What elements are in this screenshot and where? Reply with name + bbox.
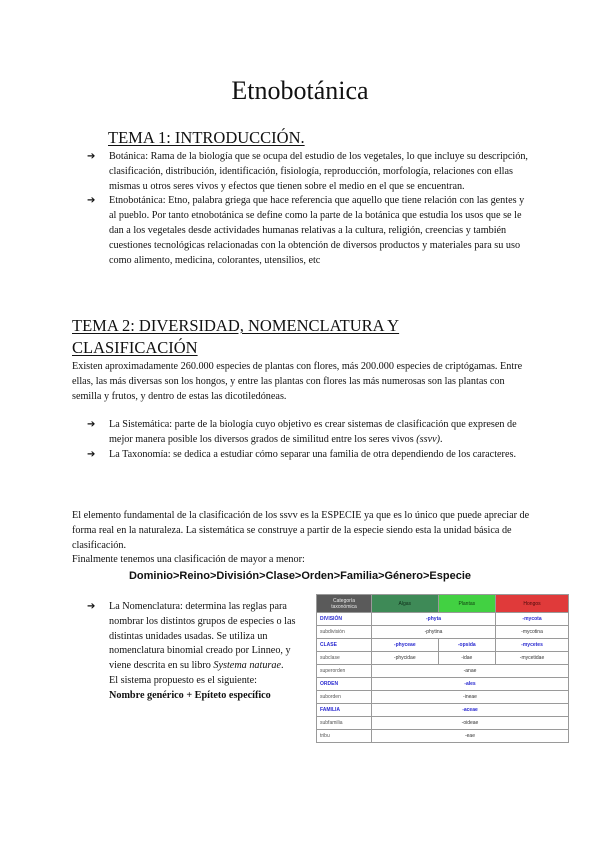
suffix-cell: -ineae <box>372 691 569 704</box>
table-row <box>317 639 569 652</box>
sistema-text: El sistema propuesto es el siguiente: <box>109 674 257 686</box>
suffix-cell: -phyceae <box>372 639 439 652</box>
suffix-cell: -aceae <box>372 704 569 717</box>
suffix-cell: -phyta <box>372 613 496 626</box>
header-algas: Algas <box>372 595 439 613</box>
taxonomy-suffix-table <box>316 594 569 743</box>
suffix-cell: -anae <box>372 665 569 678</box>
taxonomic-hierarchy: Dominio>Reino>División>Clase>Orden>Familia>Género>Especie <box>128 570 472 582</box>
row-label: subdivisión <box>317 626 372 639</box>
header-categoria: Categoría taxonómica <box>317 595 372 613</box>
row-label: superorden <box>317 665 372 678</box>
suffix-cell: -opsida <box>438 639 495 652</box>
bullet-botanica: Botánica: Rama de la biología que se ocupa del estudio de los vegetales, lo que incluye su descripción, clasificación, distribución, identificación, fisiología, reproducción, morfología, relaciones con ellas mismas u otros seres vivos y efectos que tienen sobre el medio en el que se encuentran. <box>109 151 528 192</box>
suffix-cell: -mycota <box>496 613 569 626</box>
suffix-cell: -mycetidae <box>496 652 569 665</box>
table-row <box>317 730 569 743</box>
list-item <box>87 448 533 463</box>
bullet-etnobotanica: Etnobotánica: Etno, palabra griega que hace referencia que aquello que tiene relación con las gentes y al pueblo. Por tanto etnobotánica se define como la parte de la botánica que estudia los usos que se le dan a los vegetales desde actividades humanas relativas a la cultura, religión, creencias y también cuestiones tecnológicas relacionadas con la obtención de diversos productos y materiales para su uso como alimento, medicina, colorantes, utensilios, etc <box>109 195 525 266</box>
table-row <box>317 717 569 730</box>
list-item <box>87 194 533 268</box>
row-label: subclase <box>317 652 372 665</box>
tema1-heading: TEMA 1: INTRODUCCIÓN. <box>108 128 305 147</box>
tema2-intro: Existen aproximadamente 260.000 especies de plantas con flores, más 200.000 especies de criptógamas. Entre ellas, las más diversas son los hongos, y entre las plantas con flores las más numerosas son las plantas con semilla y frutos, y dentro de estas las dicotiledóneas. <box>72 361 523 402</box>
row-label: tribu <box>317 730 372 743</box>
period: . <box>281 660 284 672</box>
ssvv-abbrev: (ssvv) <box>416 433 441 445</box>
bullet-sistematica: La Sistemática: parte de la biología cuyo objetivo es crear sistemas de clasificación que expresen de mejor manera posible los diversos grados de similitud entre los seres vivos <box>109 419 517 445</box>
table-row <box>317 665 569 678</box>
book-title: Systema naturae <box>213 660 282 672</box>
table-header-row <box>317 595 569 613</box>
row-label: FAMILIA <box>317 704 372 717</box>
list-item <box>87 600 312 704</box>
table-row <box>317 678 569 691</box>
arrow-icon: ➔ <box>87 601 96 612</box>
suffix-cell: -phytina <box>372 626 496 639</box>
nomenclatura-list <box>87 600 312 704</box>
table-row <box>317 704 569 717</box>
table-row <box>317 613 569 626</box>
header-plantas: Plantas <box>438 595 495 613</box>
header-hongos: Hongos <box>496 595 569 613</box>
table-row <box>317 652 569 665</box>
suffix-cell: -mycetes <box>496 639 569 652</box>
suffix-cell: -oideae <box>372 717 569 730</box>
period: . <box>440 433 443 445</box>
suffix-cell: -mycotina <box>496 626 569 639</box>
binomial-rule: Nombre genérico + Epíteto específico <box>109 689 271 701</box>
elemento-paragraph: El elemento fundamental de la clasificación de los ssvv es la ESPECIE ya que es lo único que puede apreciar de forma real en la naturaleza. La sistemática se construye a partir de la especie siendo esta la unidad básica de clasificación. <box>72 510 530 551</box>
row-label: CLASE <box>317 639 372 652</box>
arrow-icon: ➔ <box>87 151 96 162</box>
row-label: ORDEN <box>317 678 372 691</box>
table-row <box>317 691 569 704</box>
arrow-icon: ➔ <box>87 448 96 460</box>
suffix-cell: -eae <box>372 730 569 743</box>
row-label: subfamilia <box>317 717 372 730</box>
list-item <box>87 150 533 194</box>
arrow-icon: ➔ <box>87 195 96 207</box>
finalmente-paragraph: Finalmente tenemos una clasificación de mayor a menor: <box>72 554 305 565</box>
row-label: DIVISIÓN <box>317 613 372 626</box>
row-label: suborden <box>317 691 372 704</box>
arrow-icon: ➔ <box>87 419 96 430</box>
page-title: Etnobotánica <box>231 76 369 105</box>
bullet-taxonomia: La Taxonomía: se dedica a estudiar cómo separar una familia de otra dependiendo de los caracteres. <box>109 448 516 460</box>
nomenclatura-text: La Nomenclatura: determina las reglas para nombrar los distintos grupos de especies o las distintas unidades usadas. Se utiliza un nomenclatura binomial creado por Linneo, y viene descrita en su libro <box>109 601 296 672</box>
list-item <box>87 418 533 448</box>
suffix-cell: -ales <box>372 678 569 691</box>
suffix-cell: -phycidae <box>372 652 439 665</box>
tema2-heading: TEMA 2: DIVERSIDAD, NOMENCLATURA Y CLASIFICACIÓN <box>72 316 400 357</box>
suffix-cell: -idae <box>438 652 495 665</box>
tema1-list <box>87 150 533 268</box>
tema2-list <box>87 418 533 462</box>
table-row <box>317 626 569 639</box>
